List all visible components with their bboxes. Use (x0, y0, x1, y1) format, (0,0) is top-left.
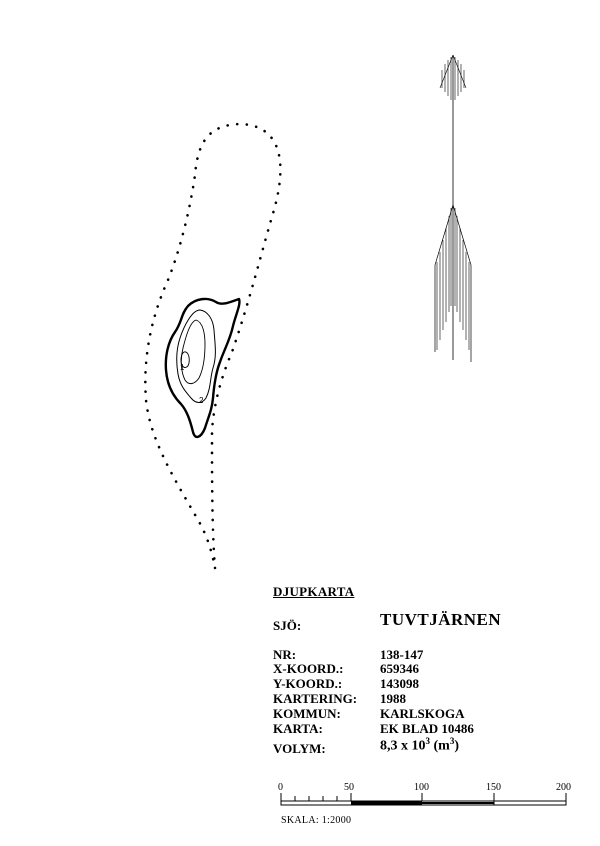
field-label-x-koord: X-KOORD.: (273, 661, 344, 676)
field-label-kommun: KOMMUN: (273, 706, 341, 721)
scale-tick-200: 200 (556, 782, 571, 793)
map-heading: DJUPKARTA (273, 584, 355, 599)
lake-label: SJÖ: (273, 618, 302, 633)
field-label-karta: KARTA: (273, 721, 323, 736)
field-value-x-koord: 659346 (380, 661, 419, 676)
field-label-volym: VOLYM: (273, 741, 326, 756)
field-value-nr: 138-147 (380, 647, 424, 662)
volume-unit-close: ) (454, 738, 459, 754)
scale-tick-150: 150 (486, 782, 501, 793)
scale-tick-100: 100 (414, 782, 429, 793)
lake-name: TUVTJÄRNEN (380, 610, 502, 629)
field-value-karta: EK BLAD 10486 (380, 721, 474, 736)
depth-contour-1 (177, 310, 216, 403)
field-label-y-koord: Y-KOORD.: (273, 676, 343, 691)
scale-bar (278, 782, 571, 805)
scale-tick-50: 50 (344, 782, 354, 793)
depth-label-1: 1 (180, 363, 185, 372)
volume-prefix: 8,3 x 10 (380, 738, 426, 754)
field-value-y-koord: 143098 (380, 676, 419, 691)
field-value-kartering: 1988 (380, 691, 406, 706)
scale-caption: SKALA: 1:2000 (281, 815, 352, 826)
depth-label-2: 2 (199, 396, 204, 405)
volume-unit-open: (m (430, 738, 450, 754)
volume-unit-exponent: 3 (449, 736, 455, 746)
north-arrow-icon (435, 55, 471, 362)
wetland-outline (145, 124, 280, 568)
volume-exponent: 3 (425, 736, 430, 746)
scale-tick-0: 0 (278, 782, 283, 793)
field-label-nr: NR: (273, 647, 297, 662)
field-value-volym (380, 737, 459, 754)
field-value-kommun: KARLSKOGA (380, 706, 465, 721)
field-label-kartering: KARTERING: (273, 691, 358, 706)
